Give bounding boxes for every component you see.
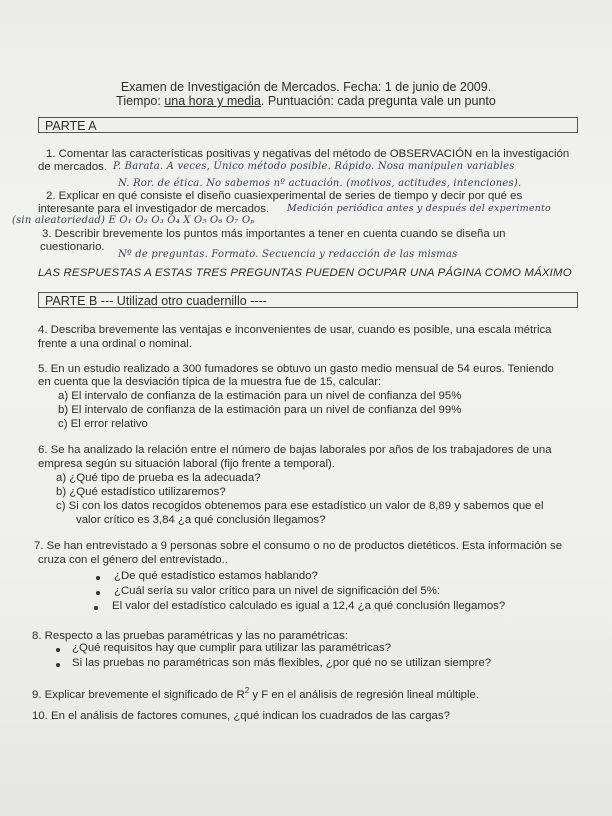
q8-text-line1: 8. Respecto a las pruebas paramétricas y las no paramétricas: [32,630,348,642]
q7-text-line1: 7. Se han entrevistado a 9 personas sobre el consumo o no de productos dietéticos. Esta información se [34,540,563,552]
q6-item-b: b) ¿Qué estadístico utilizaremos? [56,486,226,498]
q6-item-a: a) ¿Qué tipo de prueba es la adecuada? [56,472,261,484]
q6-text-line2: empresa según su situación laboral (fijo frente a temporal). [38,458,335,470]
q5-item-b: b) El intervalo de confianza de la estimación para un nivel de confianza del 99% [58,404,462,416]
exam-title: Examen de Investigación de Mercados. Fecha: 1 de junio de 2009. [120,80,492,94]
q10-text: 10. En el análisis de factores comunes, ¿qué indican los cuadrados de las cargas? [32,710,450,722]
q8-bullet-1: ¿Qué requisitos hay que cumplir para utilizar las paramétricas? [72,642,392,654]
q3-text-line2: cuestionario. [40,241,105,253]
exam-time-line [0,94,612,108]
q1-text-line2: de mercados. [38,161,108,173]
bullet-icon [96,591,100,595]
q7-bullet-2: ¿Cuál sería su valor crítico para un nivel de significación del 5%: [114,585,441,597]
q7-bullet-3: El valor del estadístico calculado es igual a 12,4 ¿a qué conclusión llegamos? [112,600,506,612]
q7-text-line2: cruza con el género del entrevistado.. [38,554,228,566]
parte-a-title: PARTE A [45,119,97,133]
q6-item-c-line2: valor crítico es 3,84 ¿a qué conclusión llegamos? [76,514,326,526]
q9-text [32,684,479,702]
time-value: una hora y media [164,94,261,108]
q2-handwritten-answer-1: Medición periódica antes y después del experimento [287,203,551,214]
q3-text-line1: 3. Describir brevemente los puntos más importantes a tener en cuenta cuando se diseña un [42,228,506,240]
q9-text-pre: 9. Explicar brevemente el significado de R [32,688,245,701]
q9-superscript: 2 [244,686,250,695]
q5-text-line2: en cuenta que la desviación típica de la muestra fue de 15, calcular: [38,376,382,388]
q5-text-line1: 5. En un estudio realizado a 300 fumadores se obtuvo un gasto medio mensual de 54 euros. Teniendo [38,363,554,375]
q3-handwritten-answer: Nº de preguntas. Formato. Secuencia y redacción de las mismas [118,249,458,260]
q5-item-c: c) El error relativo [58,418,148,430]
time-prefix: Tiempo: [116,94,165,108]
q1-text-line1: 1. Comentar las características positivas y negativas del método de OBSERVACIÓN en la investigación [46,148,570,160]
parte-a-heading [38,117,578,133]
q5-item-a: a) El intervalo de confianza de la estimación para un nivel de confianza del 95% [58,390,462,402]
q1-handwritten-answer-1: P. Barata. A veces, Único método posible. Rápido. Nosa manipulen variables [113,161,515,172]
q4-text-line1: 4. Describa brevemente las ventajas e inconvenientes de usar, cuando es posible, una escala métrica [38,324,552,336]
time-suffix: . Puntuación: cada pregunta vale un punto [260,94,496,108]
q4-text-line2: frente a una ordinal o nominal. [38,338,192,350]
q8-bullet-2: Si las pruebas no paramétricas son más flexibles, ¿por qué no se utilizan siempre? [72,657,492,669]
parte-b-title: PARTE B --- Utilizad otro cuadernillo ---- [45,294,267,308]
q9-text-post: y F en el análisis de regresión lineal múltiple. [249,688,480,701]
q1-handwritten-answer-2: N. Ror. de ética. No sabemos nº actuación. (motivos, actitudes, intenciones). [118,178,522,189]
q6-item-c-line1: c) Si con los datos recogidos obtenemos para ese estadístico un valor de 8,89 y sabemos que el [56,500,544,512]
bullet-icon [96,576,100,580]
q7-bullet-1: ¿De qué estadístico estamos hablando? [114,570,318,582]
q2-text-line1: 2. Explicar en qué consiste el diseño cuasiexperimental de series de tiempo y decir por qué es [46,190,523,202]
q6-text-line1: 6. Se ha analizado la relación entre el número de bajas laborales por años de los trabajadores de una [38,444,552,456]
bullet-icon [94,606,98,610]
parte-b-heading [38,292,578,308]
bullet-icon [56,648,60,652]
q2-text-line2: interesante para el investigador de mercados. [38,203,270,215]
q2-handwritten-answer-2: (sin aleatoriedad) E O₁ O₂ O₃ O₄ X O₅ O₆ O₇ Oₚ [12,215,255,226]
parte-a-note: LAS RESPUESTAS A ESTAS TRES PREGUNTAS PUEDEN OCUPAR UNA PÁGINA COMO MÁXIMO [38,267,572,279]
bullet-icon [56,663,60,667]
